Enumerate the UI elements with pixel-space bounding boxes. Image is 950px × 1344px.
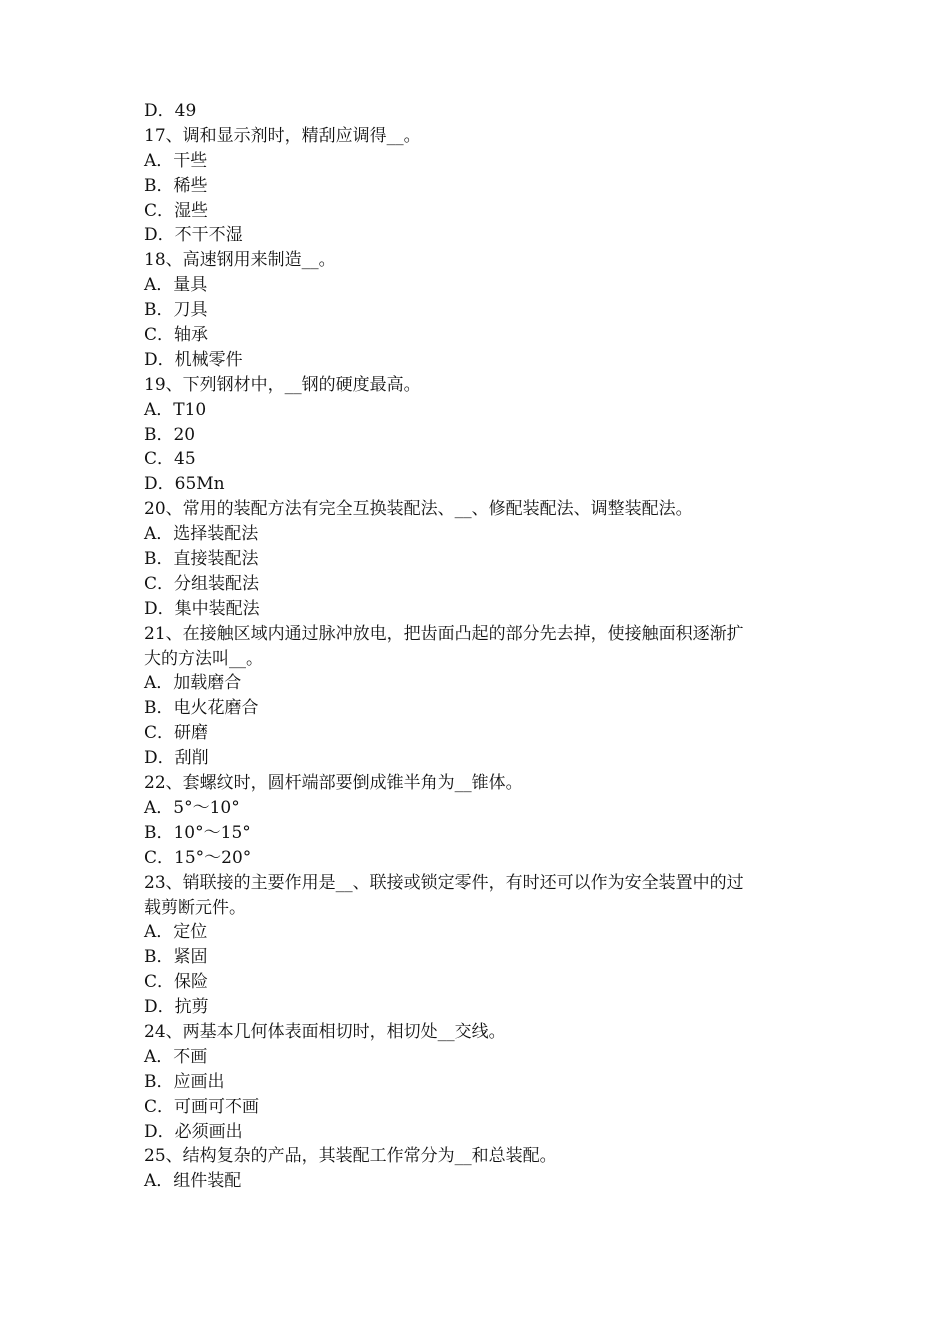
- option-line: B．稀些: [144, 175, 208, 196]
- question-continuation-line: 载剪断元件。: [144, 897, 246, 918]
- option-line: B．直接装配法: [144, 549, 259, 570]
- question-line: 24、两基本几何体表面相切时，相切处__交线。: [144, 1021, 506, 1042]
- option-line: A．不画: [144, 1046, 208, 1067]
- option-line: D．不干不湿: [144, 225, 243, 246]
- question-line: 23、销联接的主要作用是__、联接或锁定零件，有时还可以作为安全装置中的过: [144, 872, 744, 893]
- option-line: A．选择装配法: [144, 524, 259, 545]
- option-line: C．可画可不画: [144, 1096, 260, 1117]
- option-line: D．机械零件: [144, 349, 243, 370]
- option-line: B．应画出: [144, 1071, 225, 1092]
- option-line: A．定位: [144, 922, 208, 943]
- option-line: A．干些: [144, 150, 208, 171]
- question-continuation-line: 大的方法叫__。: [144, 648, 263, 669]
- question-line: 18、高速钢用来制造__。: [144, 250, 336, 271]
- option-line: B．10°～15°: [144, 822, 251, 843]
- option-line: D．必须画出: [144, 1121, 243, 1142]
- option-line: D．抗剪: [144, 997, 209, 1018]
- option-line: B．刀具: [144, 300, 208, 321]
- option-line: C．45: [144, 449, 196, 470]
- option-line: C．分组装配法: [144, 573, 260, 594]
- option-line: A．5°～10°: [144, 797, 240, 818]
- option-line: A．量具: [144, 275, 208, 296]
- option-line: C．15°～20°: [144, 847, 252, 868]
- option-line: B．20: [144, 424, 196, 445]
- document-page: [144, 99, 824, 1194]
- question-line: 22、套螺纹时，圆杆端部要倒成锥半角为__锥体。: [144, 773, 523, 794]
- option-line: A．组件装配: [144, 1171, 242, 1192]
- question-line: 25、结构复杂的产品，其装配工作常分为__和总装配。: [144, 1146, 557, 1167]
- option-line: C．研磨: [144, 723, 209, 744]
- question-line: 17、调和显示剂时，精刮应调得__。: [144, 125, 421, 146]
- option-line: C．湿些: [144, 200, 209, 221]
- option-line: C．轴承: [144, 325, 209, 346]
- question-line: 20、常用的装配方法有完全互换装配法、__、修配装配法、调整装配法。: [144, 499, 693, 520]
- option-line: D．集中装配法: [144, 598, 260, 619]
- option-line: D．刮削: [144, 748, 209, 769]
- option-line: B．紧固: [144, 947, 208, 968]
- option-line: D．65Mn: [144, 474, 225, 495]
- question-line: 21、在接触区域内通过脉冲放电，把齿面凸起的部分先去掉，使接触面积逐渐扩: [144, 623, 744, 644]
- option-line: A．T10: [144, 399, 207, 420]
- option-line: D．49: [144, 101, 197, 121]
- option-line: B．电火花磨合: [144, 698, 259, 719]
- option-line: A．加载磨合: [144, 673, 242, 694]
- option-line: C．保险: [144, 972, 209, 993]
- question-line: 19、下列钢材中，__钢的硬度最高。: [144, 374, 421, 395]
